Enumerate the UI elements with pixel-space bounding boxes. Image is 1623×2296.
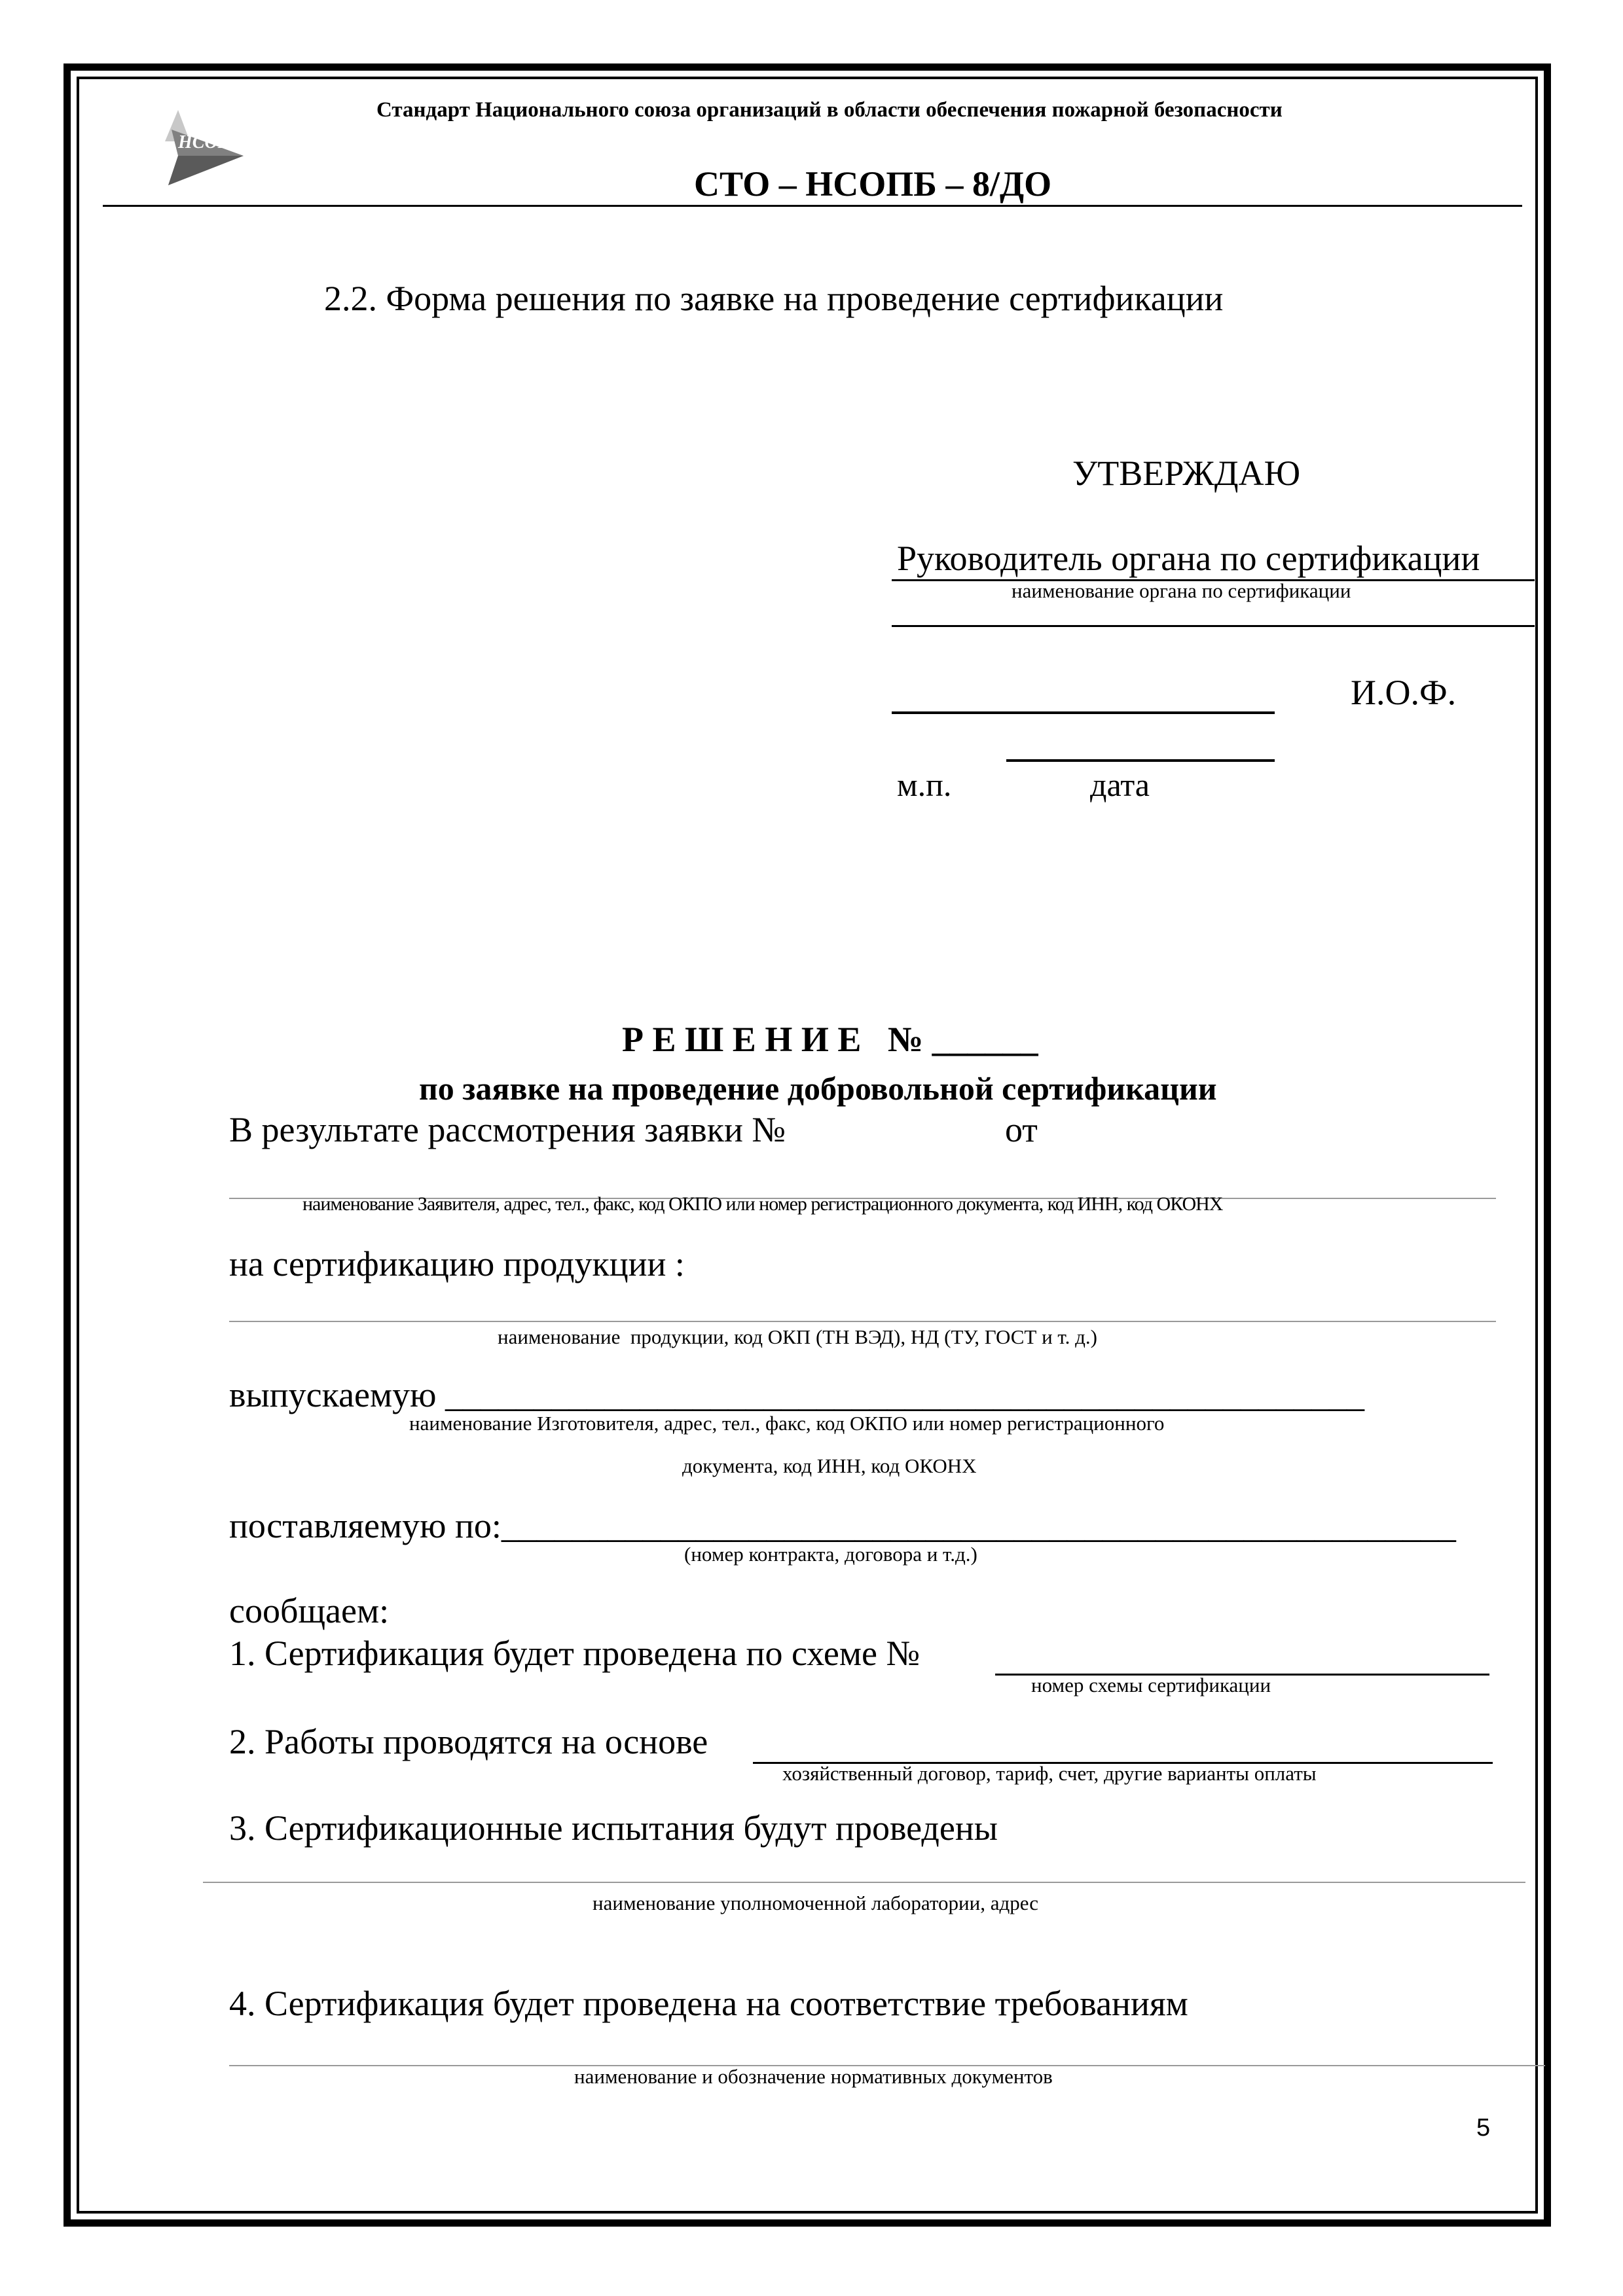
signature-line xyxy=(892,711,1275,714)
name-initials: И.О.Ф. xyxy=(1351,673,1457,712)
item-4-caption: наименование и обозначение нормативных документов xyxy=(574,2065,1053,2088)
decision-subtitle: по заявке на проведение добровольной сертификации xyxy=(419,1070,1217,1107)
org-caption: наименование органа по сертификации xyxy=(1012,579,1351,602)
supplied-label: поставляемую по:______________________________________________________ xyxy=(229,1506,1456,1545)
item-4-text: 4. Сертификация будет проведена на соответствие требованиям xyxy=(229,1984,1188,2023)
item-1-text: 1. Сертификация будет проведена по схеме № xyxy=(229,1634,920,1673)
seal-label: м.п. xyxy=(897,766,952,803)
item-1-caption: номер схемы сертификации xyxy=(1031,1674,1271,1696)
intro-text: В результате рассмотрения заявки № xyxy=(229,1110,786,1149)
item-2-caption: хозяйственный договор, тариф, счет, другие варианты оплаты xyxy=(782,1762,1317,1785)
producer-caption-1: наименование Изготовителя, адрес, тел., факс, код ОКПО или номер регистрационного xyxy=(409,1412,1165,1435)
doc-code: СТО – НСОПБ – 8/ДО xyxy=(694,164,1052,204)
logo-text: НСОПБ xyxy=(178,132,244,152)
approve-label: УТВЕРЖДАЮ xyxy=(1072,454,1301,493)
product-line xyxy=(229,1321,1496,1322)
item-3-text: 3. Сертификационные испытания будут проведены xyxy=(229,1808,998,1848)
item-2-text: 2. Работы проводятся на основе xyxy=(229,1722,708,1761)
product-caption: наименование продукции, код ОКП (ТН ВЭД), НД (ТУ, ГОСТ и т. д.) xyxy=(498,1325,1097,1348)
product-label: на сертификацию продукции : xyxy=(229,1244,685,1283)
decision-title: Р Е Ш Е Н И Е № ______ xyxy=(622,1020,1038,1059)
applicant-caption: наименование Заявителя, адрес, тел., факс, код ОКПО или номер регистрационного документа, код ИНН, код ОКОНХ xyxy=(302,1193,1223,1215)
nsopb-logo xyxy=(152,103,257,188)
org-line xyxy=(892,625,1535,627)
head-title: Руководитель органа по сертификации xyxy=(897,539,1480,578)
date-line xyxy=(1006,759,1275,762)
item-3-line xyxy=(203,1882,1525,1883)
header-rule xyxy=(103,205,1522,207)
produced-label: выпускаемую ____________________________________________________ xyxy=(229,1375,1365,1414)
from-label: от xyxy=(1005,1110,1038,1149)
page-number: 5 xyxy=(1476,2114,1491,2142)
standard-title: Стандарт Национального союза организаций в области обеспечения пожарной безопасности xyxy=(376,98,1283,122)
producer-caption-2: документа, код ИНН, код ОКОНХ xyxy=(682,1454,977,1477)
date-label: дата xyxy=(1090,766,1150,803)
section-title: 2.2. Форма решения по заявке на проведение сертификации xyxy=(324,279,1224,318)
item-3-caption: наименование уполномоченной лаборатории, адрес xyxy=(593,1892,1039,1914)
inform-label: сообщаем: xyxy=(229,1591,390,1630)
contract-caption: (номер контракта, договора и т.д.) xyxy=(684,1543,977,1566)
